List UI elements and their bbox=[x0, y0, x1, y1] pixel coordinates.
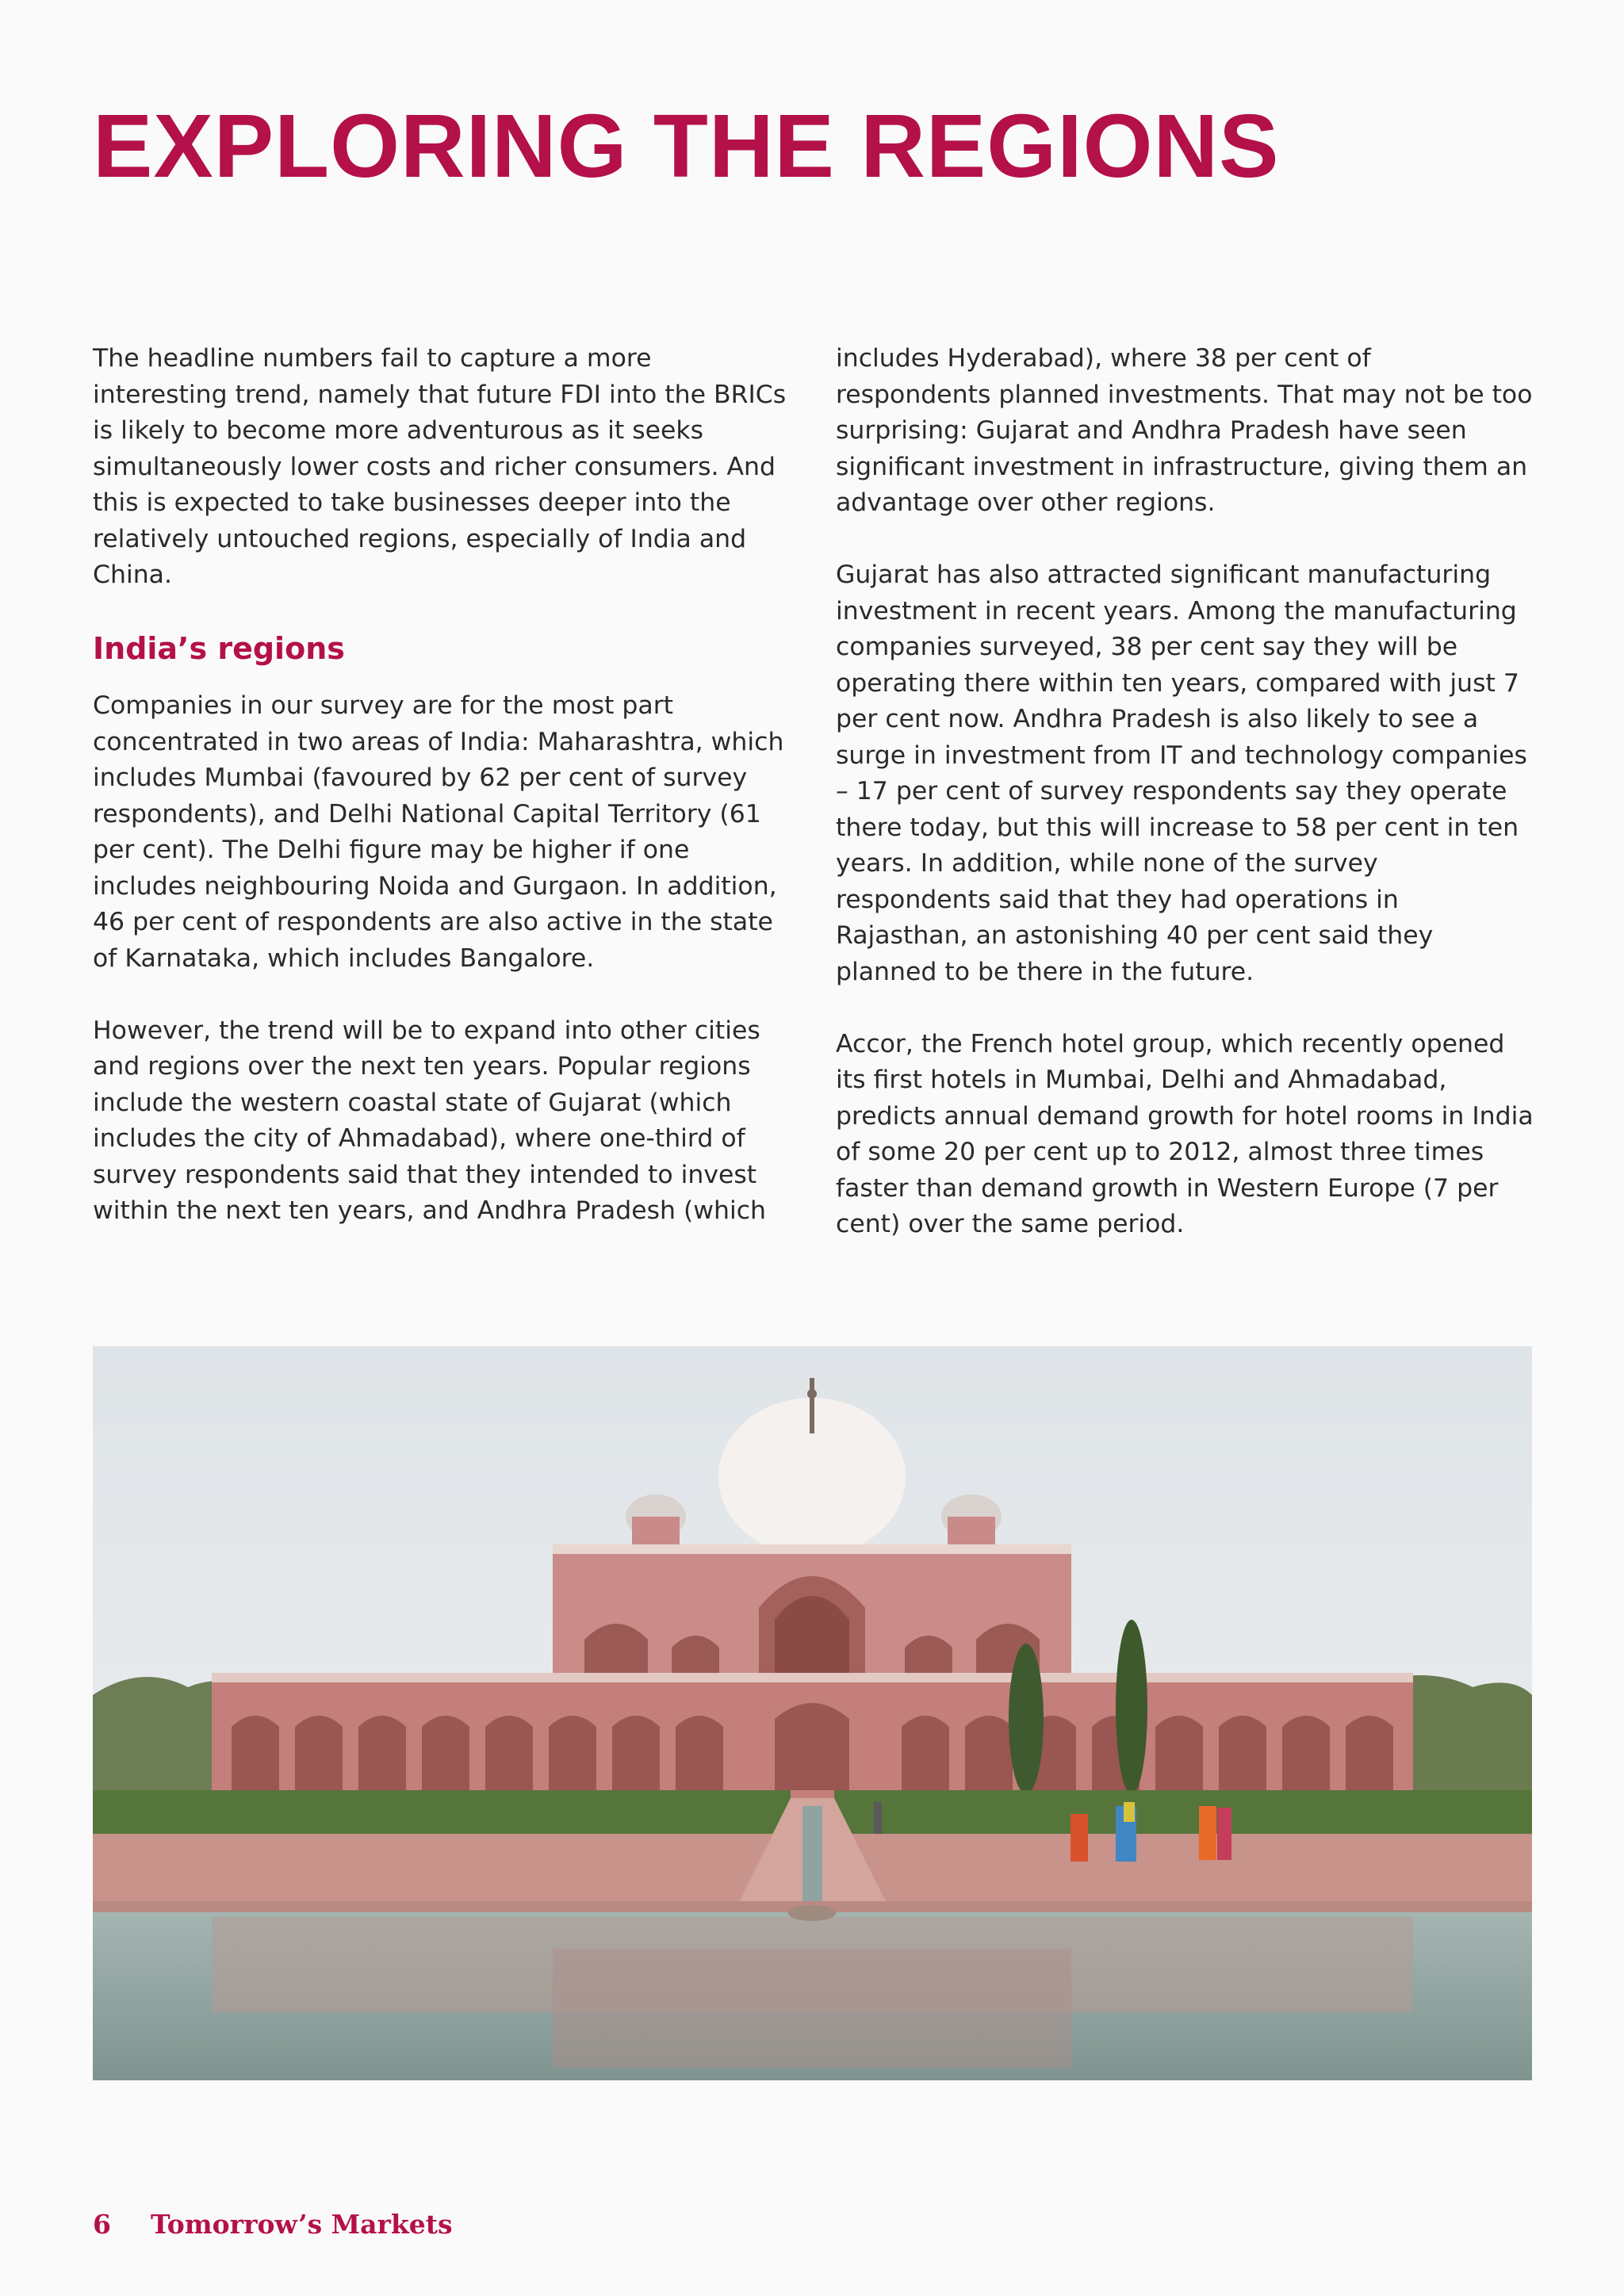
body-paragraph: However, the trend will be to expand into other cities and regions over the next ten years. Popular regions include the western coastal state of Gujarat (which includes the city of Ahmadabad), where one-third of survey respondents said that they intended to invest within the next ten years, and Andhra Pradesh (which bbox=[93, 1016, 767, 1225]
left-column bbox=[93, 341, 791, 1230]
right-column bbox=[836, 341, 1534, 1243]
body-paragraph: includes Hyderabad), where 38 per cent of respondents planned investments. That may not be too surprising: Gujarat and Andhra Pradesh have seen significant investment in infrastructure, giving them an advantage over other regions. bbox=[836, 344, 1533, 517]
monument-photo bbox=[93, 1346, 1532, 2080]
publication-title: Tomorrow’s Markets bbox=[150, 2209, 453, 2240]
page-number: 6 bbox=[93, 2209, 111, 2240]
body-paragraph: Accor, the French hotel group, which recently opened its first hotels in Mumbai, Delhi and Ahmadabad, predicts annual demand growth for hotel rooms in India of some 20 per cent up to 2012, almost three times faster than demand growth in Western Europe (7 per cent) over the same period. bbox=[836, 1029, 1534, 1238]
body-paragraph: Gujarat has also attracted significant manufacturing investment in recent years. Among the manufacturing companies surveyed, 38 per cent say they will be operating there within ten years, compared with just 7 per cent now. Andhra Pradesh is also likely to see a surge in investment from IT and technology companies – 17 per cent of survey respondents say they operate there today, but this will increase to 58 per cent in ten years. In addition, while none of the survey respondents said that they had operations in Rajasthan, an astonishing 40 per cent said they planned to be there in the future. bbox=[836, 561, 1527, 986]
intro-paragraph: The headline numbers fail to capture a more interesting trend, namely that future FDI into the BRICs is likely to become more adventurous as it seeks simultaneously lower costs and richer consumers. And this is expected to take businesses deeper into the relatively untouched regions, especially of India and China. bbox=[93, 344, 787, 589]
body-paragraph: Companies in our survey are for the most part concentrated in two areas of India: Maharashtra, which includes Mumbai (favoured by 62 per cent of survey respondents), and Delhi National Capital Territory (61 per cent). The Delhi figure may be higher if one includes neighbouring Noida and Gurgaon. In addition, 46 per cent of respondents are also active in the state of Karnataka, which includes Bangalore. bbox=[93, 691, 784, 973]
section-heading-india-regions: India’s regions bbox=[93, 631, 345, 666]
page-footer bbox=[93, 2209, 453, 2240]
page-title: EXPLORING THE REGIONS bbox=[93, 96, 1280, 196]
